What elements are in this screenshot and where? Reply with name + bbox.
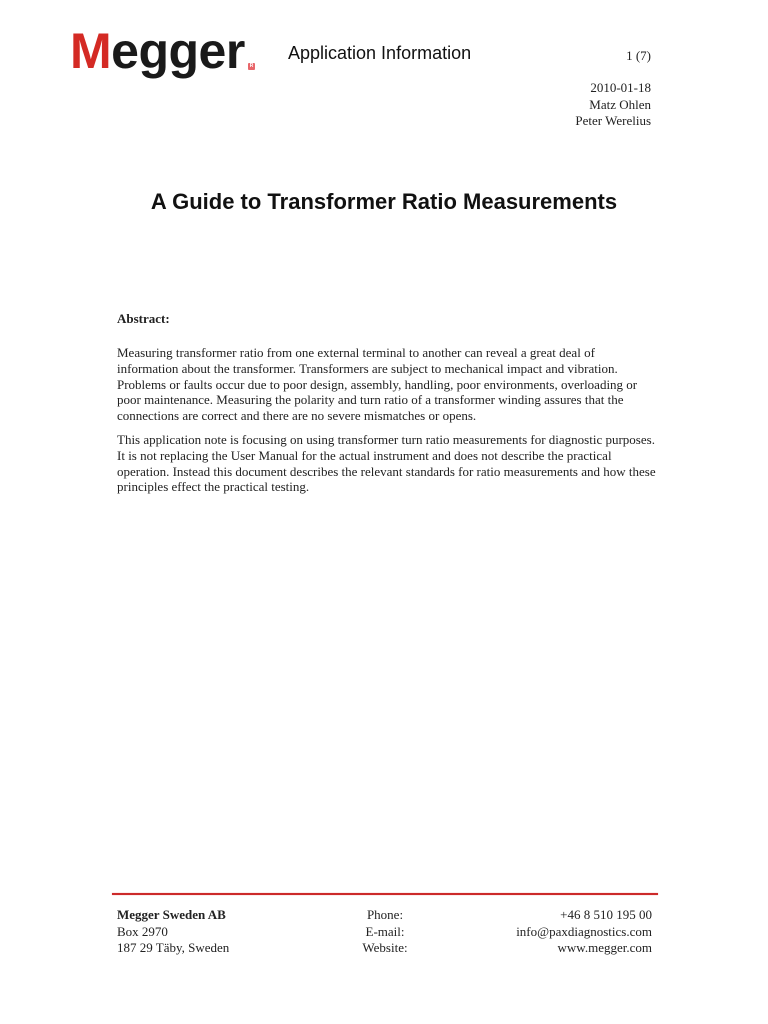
document-date: 2010-01-18 [590,80,651,95]
website-label: Website: [362,940,408,955]
phone-value: +46 8 510 195 00 [560,907,652,922]
author: Matz Ohlen [589,96,651,112]
address-line: 187 29 Täby, Sweden [117,940,230,955]
footer-divider [112,893,658,895]
phone-label: Phone: [366,907,404,922]
author: Peter Werelius [575,113,651,128]
abstract-paragraph [117,345,657,424]
logo-rest: egger [111,23,245,79]
footer [117,907,652,957]
logo-first-letter: M [70,23,112,79]
registered-trademark-icon: R [249,63,253,69]
footer-contact-values [516,907,652,957]
document-meta [575,80,651,130]
paragraph-text: This application note is focusing on using transformer turn ratio measurements for diagnostic purposes. It is not replacing the User Manual for the actual instrument and does not describe the practical operation. Instead this document describes the relevant standards for ratio measurements and how these principles effect the practical testing. [117,432,656,495]
footer-address [117,907,229,957]
website-link[interactable]: www.megger.com [557,940,652,955]
document-title: A Guide to Transformer Ratio Measurements [150,189,618,214]
email-label: E-mail: [365,923,405,939]
megger-logo [70,23,255,79]
company-name: Megger Sweden AB [117,907,226,922]
paragraph-text: Measuring transformer ratio from one external terminal to another can reveal a great deal of information about the transformer. Transformers are subject to mechanical impact and vibration. Problems or faults occur due to poor design, assembly, handling, poor environments, overloading or poor maintenance. Measuring the polarity and turn ratio of a transformer winding assures that the connections are correct and there are no severe mismatches or opens. [117,345,638,424]
section-label: Application Information [288,43,472,63]
address-line: Box 2970 [117,923,168,939]
abstract-paragraph [117,432,657,495]
footer-contact-labels [360,907,410,957]
page-indicator: 1 (7) [626,48,651,63]
email-link[interactable]: info@paxdiagnostics.com [516,923,652,939]
abstract-heading: Abstract: [117,311,170,326]
